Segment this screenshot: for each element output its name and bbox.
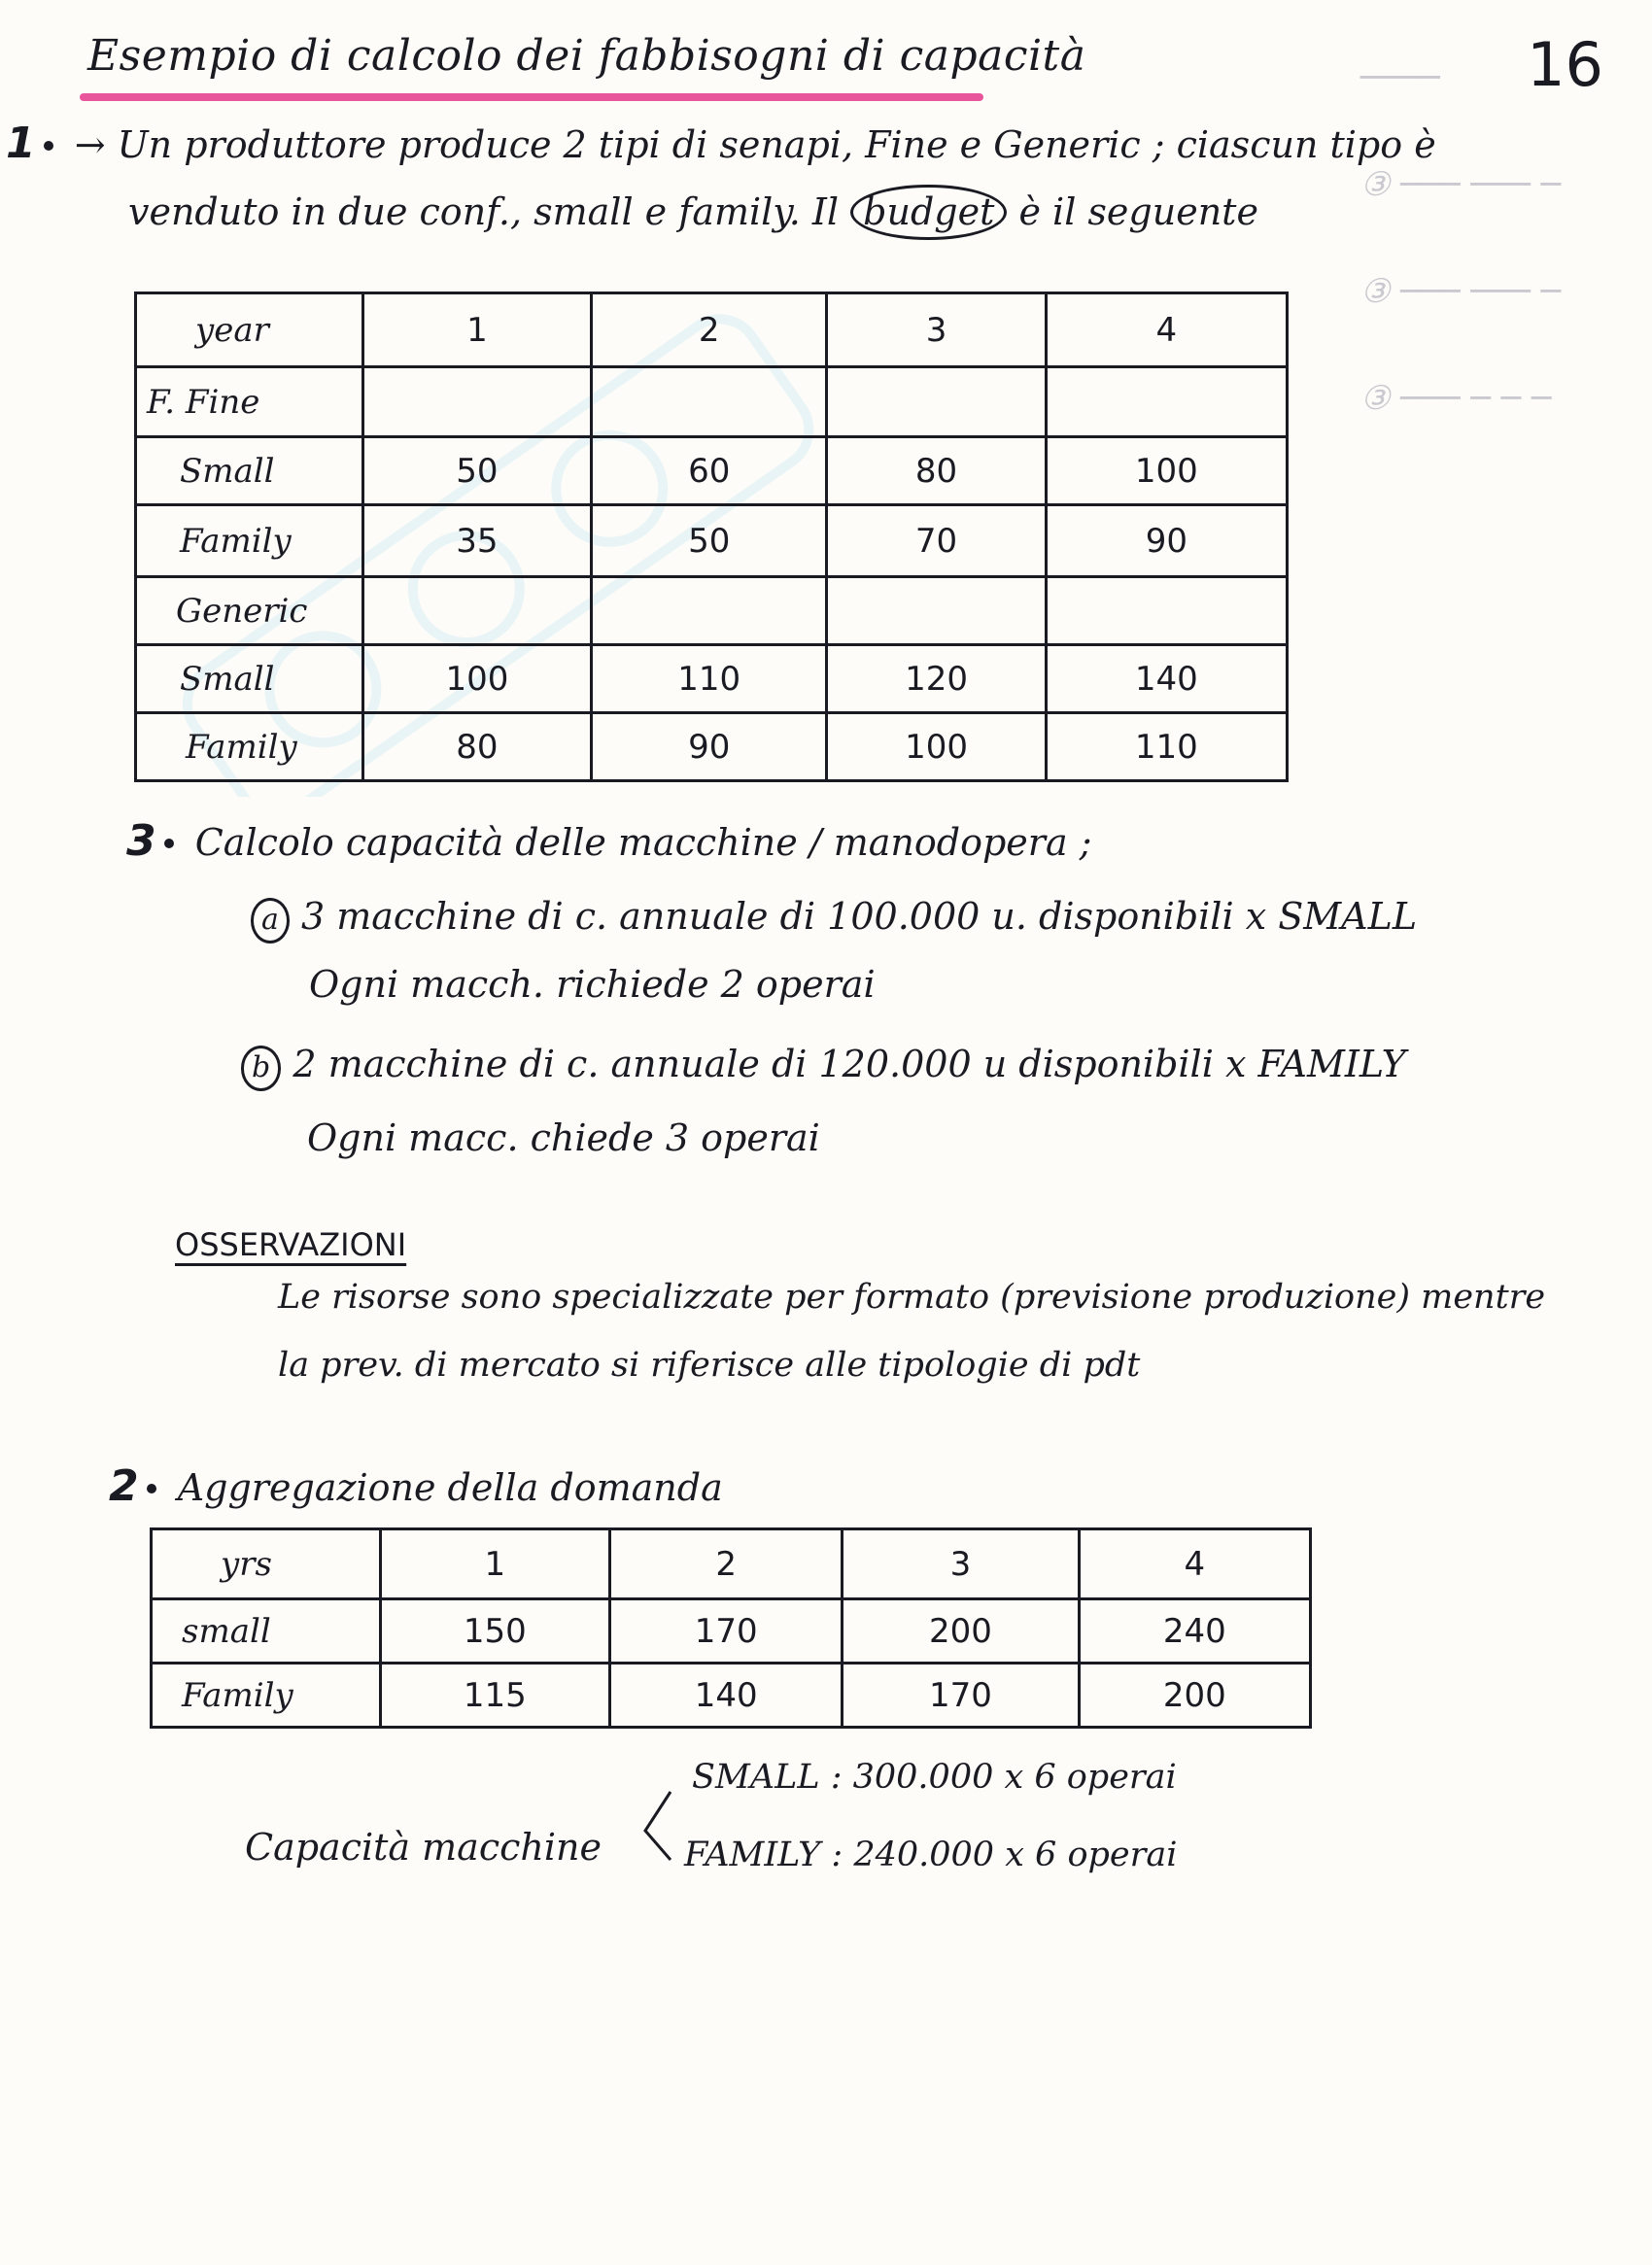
- observations-heading: OSSERVAZIONI: [175, 1226, 407, 1263]
- table-cell: 90: [1046, 505, 1287, 577]
- table-row: [136, 645, 1288, 713]
- item-a-line-1: 3 macchine di c. annuale di 100.000 u. disponibili x SMALL: [300, 895, 1418, 938]
- section-1-intro: [6, 115, 1561, 172]
- table-header-cell: 1: [362, 293, 591, 367]
- table-header-cell: 2: [610, 1529, 843, 1599]
- table-cell: 110: [1046, 713, 1287, 781]
- row-label: Family: [152, 1664, 381, 1728]
- table-cell: [1046, 577, 1287, 645]
- table-cell: 170: [610, 1599, 843, 1664]
- table-header-cell: yrs: [152, 1529, 381, 1599]
- section-1-line-2-after: è il seguente: [1018, 190, 1258, 233]
- row-label: Small: [136, 437, 363, 505]
- table-row: [136, 713, 1288, 781]
- page-title: Esempio di calcolo dei fabbisogni di capacità: [87, 31, 1086, 81]
- table-cell: 50: [592, 505, 827, 577]
- table-cell: [827, 367, 1046, 437]
- row-label: Family: [136, 713, 363, 781]
- table-row: [136, 577, 1288, 645]
- table-cell: 100: [362, 645, 591, 713]
- budget-circled-word: budget: [850, 185, 1007, 240]
- row-label: Generic: [136, 577, 363, 645]
- item-a-line-1-wrap: [251, 892, 1611, 944]
- table-cell: 170: [843, 1664, 1079, 1728]
- table-cell: [362, 577, 591, 645]
- item-b-marker: b: [241, 1046, 281, 1091]
- table-cell: 200: [843, 1599, 1079, 1664]
- bleed-through-text: ──── ③ ─── ─── ─ ③ ─── ─── ─ ③ ─── ─ ─ ─: [1360, 58, 1562, 418]
- section-2-heading: Aggregazione della domanda: [177, 1466, 723, 1509]
- table-cell: [362, 367, 591, 437]
- aggregated-table-header-row: [152, 1529, 1311, 1599]
- table-header-cell: 4: [1079, 1529, 1310, 1599]
- table-header-cell: 3: [843, 1529, 1079, 1599]
- table-cell: 70: [827, 505, 1046, 577]
- table-header-cell: year: [136, 293, 363, 367]
- section-3-heading-wrap: [126, 812, 1584, 870]
- left-angle-bracket: [641, 1788, 674, 1864]
- table-cell: 200: [1079, 1664, 1310, 1728]
- table-cell: 80: [827, 437, 1046, 505]
- row-label: small: [152, 1599, 381, 1664]
- table-header-cell: 3: [827, 293, 1046, 367]
- section-2-number: 2: [109, 1461, 139, 1511]
- bullet-dot: [147, 1484, 156, 1493]
- section-1-line-1: → Un produttore produce 2 tipi di senapi, Fine e Generic ; ciascun tipo è: [74, 123, 1436, 166]
- table-cell: 35: [362, 505, 591, 577]
- row-label: F. Fine: [136, 367, 363, 437]
- table-cell: 120: [827, 645, 1046, 713]
- title-underline: [80, 93, 983, 101]
- table-cell: 100: [1046, 437, 1287, 505]
- item-b-line-2: Ogni macc. chiede 3 operai: [307, 1116, 820, 1159]
- item-b-line-1: 2 macchine di c. annuale di 120.000 u disponibili x FAMILY: [293, 1043, 1406, 1085]
- page-number: 16: [1527, 29, 1603, 100]
- section-3-heading: Calcolo capacità delle macchine / manodopera ;: [194, 821, 1092, 864]
- table-row: [136, 437, 1288, 505]
- table-cell: 240: [1079, 1599, 1310, 1664]
- section-1-line-2-before: venduto in due conf., small e family. Il: [128, 190, 840, 233]
- budget-table-header-row: [136, 293, 1288, 367]
- table-header-cell: 4: [1046, 293, 1287, 367]
- table-cell: 140: [1046, 645, 1287, 713]
- aggregated-demand-table: [150, 1527, 1312, 1729]
- table-cell: 150: [380, 1599, 609, 1664]
- table-cell: 60: [592, 437, 827, 505]
- table-cell: [827, 577, 1046, 645]
- section-1-number: 1: [6, 119, 36, 168]
- table-row: [136, 505, 1288, 577]
- table-header-cell: 1: [380, 1529, 609, 1599]
- budget-table: [134, 292, 1289, 782]
- bullet-dot: [164, 839, 174, 848]
- table-cell: [592, 577, 827, 645]
- item-b-line-1-wrap: [241, 1040, 1601, 1091]
- observations-line-2: la prev. di mercato si riferisce alle tipologie di pdt: [278, 1346, 1141, 1385]
- table-cell: 140: [610, 1664, 843, 1728]
- table-cell: [1046, 367, 1287, 437]
- table-row: [152, 1599, 1311, 1664]
- table-cell: 115: [380, 1664, 609, 1728]
- bullet-dot: [44, 141, 53, 151]
- row-label: Small: [136, 645, 363, 713]
- table-cell: 80: [362, 713, 591, 781]
- observations-line-1: Le risorse sono specializzate per formato (previsione produzione) mentre: [278, 1278, 1546, 1317]
- section-1-line-2-wrap: [128, 185, 1586, 240]
- section-3-number: 3: [126, 816, 156, 866]
- table-header-cell: 2: [592, 293, 827, 367]
- capacity-family-line: FAMILY : 240.000 x 6 operai: [684, 1836, 1178, 1874]
- table-cell: 110: [592, 645, 827, 713]
- table-row: [152, 1664, 1311, 1728]
- section-2-heading-wrap: [109, 1458, 1275, 1515]
- table-row: [136, 367, 1288, 437]
- table-cell: 50: [362, 437, 591, 505]
- item-a-line-2: Ogni macch. richiede 2 operai: [309, 963, 876, 1006]
- row-label: Family: [136, 505, 363, 577]
- table-cell: [592, 367, 827, 437]
- item-a-marker: a: [251, 898, 290, 944]
- table-cell: 90: [592, 713, 827, 781]
- capacity-small-line: SMALL : 300.000 x 6 operai: [692, 1758, 1177, 1797]
- table-cell: 100: [827, 713, 1046, 781]
- capacity-label: Capacità macchine: [245, 1826, 602, 1869]
